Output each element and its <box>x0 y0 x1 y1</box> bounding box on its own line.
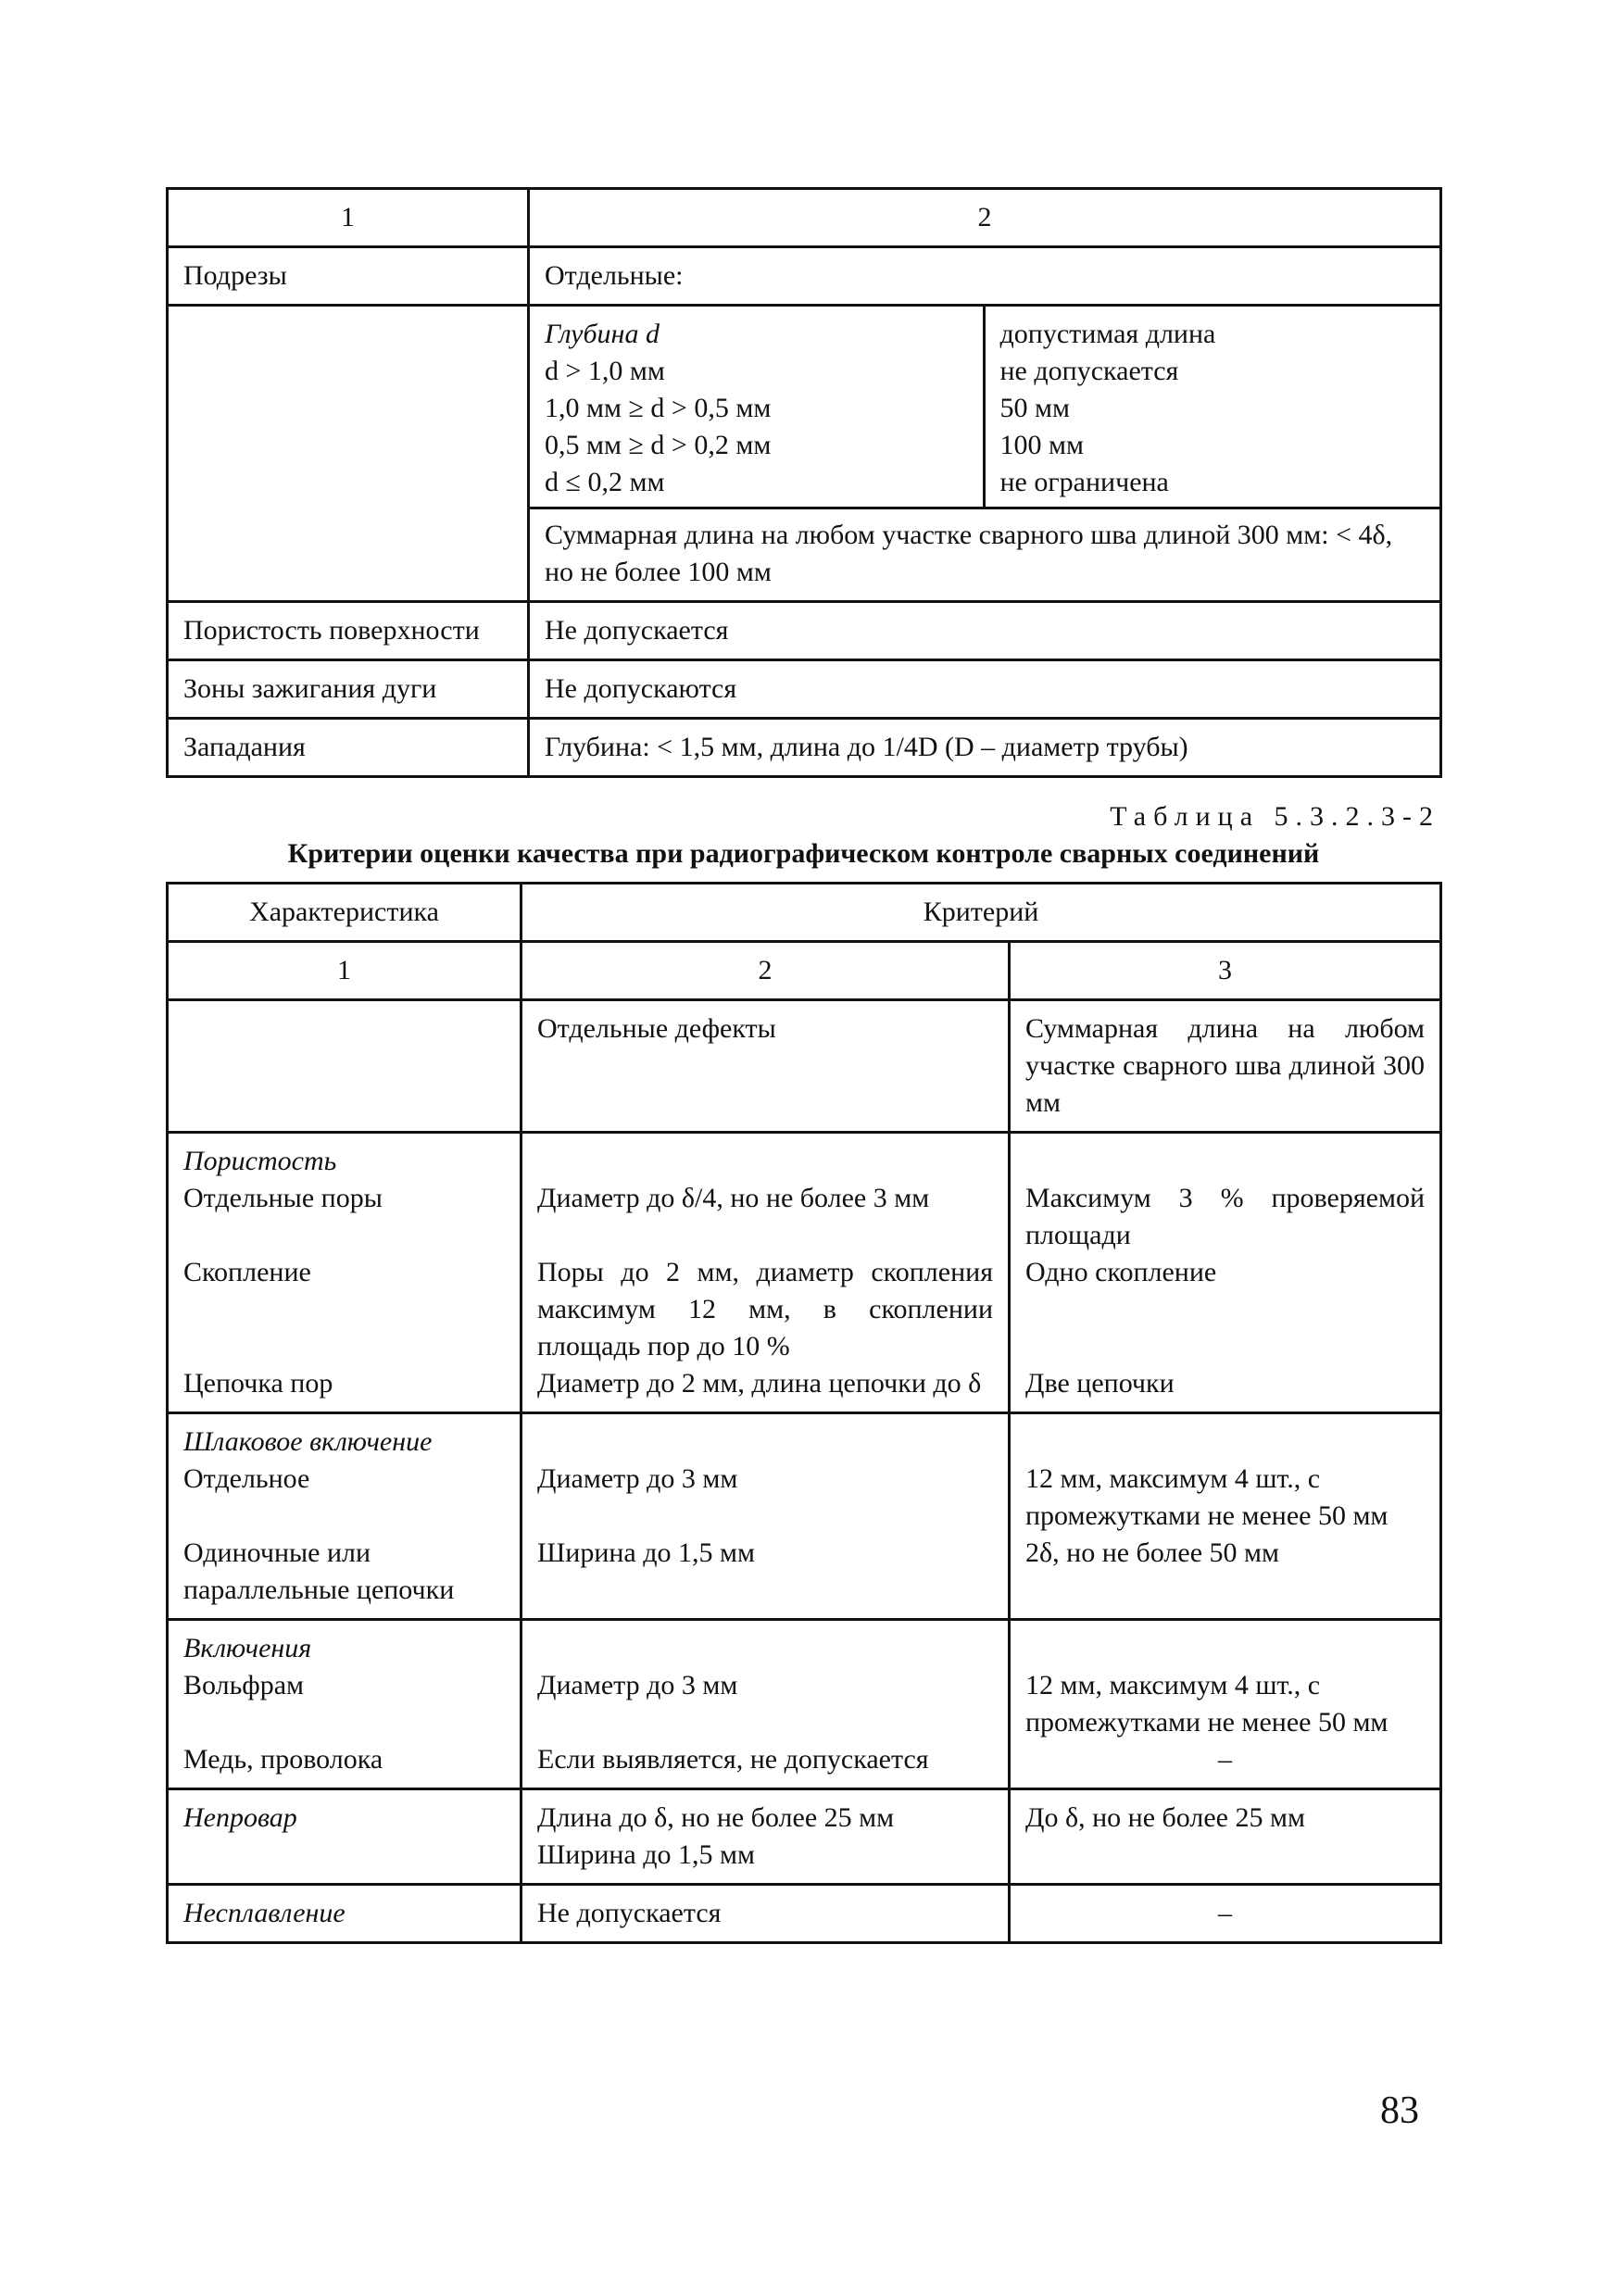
table-number-label: Таблица 5.3.2.3-2 <box>1110 801 1440 832</box>
row-label-lack-of-penetration: Непровар <box>168 1789 521 1885</box>
depth-header: Глубина d <box>545 319 660 349</box>
row-label-undercuts: Подрезы <box>168 247 529 306</box>
criterion: Диаметр до 3 мм <box>537 1463 738 1494</box>
criterion: Ширина до 1,5 мм <box>537 1537 755 1568</box>
criterion: Две цепочки <box>1025 1368 1175 1399</box>
item-name: Медь, проволока <box>183 1744 383 1775</box>
table-row-porosity <box>168 1133 1441 1413</box>
column-number: 2 <box>529 189 1441 247</box>
criterion: Поры до 2 мм, диаметр скопления максимум 12 мм, в скоплении площадь пор до 10 % <box>537 1257 993 1361</box>
criterion: Ширина до 1,5 мм <box>537 1839 755 1870</box>
porosity-separate <box>521 1133 1010 1413</box>
inclusions-separate <box>521 1620 1010 1789</box>
item-name: Отдельные поры <box>183 1183 383 1213</box>
depth-value: d ≤ 0,2 мм <box>545 467 665 497</box>
page-number: 83 <box>1380 2089 1419 2132</box>
subheader-separate-defects: Отдельные дефекты <box>521 1000 1010 1133</box>
header-characteristic: Характеристика <box>168 884 521 942</box>
table-row <box>530 307 1439 508</box>
table-row <box>168 719 1441 777</box>
table-row <box>168 602 1441 660</box>
porosity-total <box>1010 1133 1441 1413</box>
column-number: 1 <box>168 942 521 1000</box>
table-row-lack-of-penetration <box>168 1789 1441 1885</box>
item-name: Скопление <box>183 1257 311 1287</box>
row-label: Зоны зажигания дуги <box>168 660 529 719</box>
table-row <box>530 508 1439 601</box>
criterion: 2δ, но не более 50 мм <box>1025 1537 1279 1568</box>
empty-cell <box>168 1000 521 1133</box>
table-row <box>168 942 1441 1000</box>
criterion: Если выявляется, не допускается <box>537 1744 929 1775</box>
lack-of-penetration-total: До δ, но не более 25 мм <box>1010 1789 1441 1885</box>
lack-of-fusion-separate: Не допускается <box>521 1885 1010 1943</box>
criterion: Диаметр до 2 мм, длина цепочки до δ <box>537 1368 982 1399</box>
column-number: 2 <box>521 942 1010 1000</box>
group-title-slag: Шлаковое включение <box>183 1426 433 1457</box>
item-name: Отдельное <box>183 1463 310 1494</box>
table-row-lack-of-fusion <box>168 1885 1441 1943</box>
criterion: – <box>1218 1744 1232 1775</box>
criterion: Длина до δ, но не более 25 мм <box>537 1802 895 1833</box>
row-label-lack-of-fusion: Несплавление <box>168 1885 521 1943</box>
table-row-slag <box>168 1413 1441 1620</box>
undercuts-separate: Отдельные: <box>529 247 1441 306</box>
depth-value: 0,5 мм ≥ d > 0,2 мм <box>545 430 772 460</box>
spacer <box>183 1217 505 1254</box>
row-value: Не допускается <box>529 602 1441 660</box>
length-value: 50 мм <box>999 393 1070 423</box>
table-row-inclusions <box>168 1620 1441 1789</box>
length-value: 100 мм <box>999 430 1084 460</box>
spacer <box>1025 1424 1425 1461</box>
table-row <box>168 189 1441 247</box>
criterion: Одно скопление <box>1025 1257 1217 1287</box>
spacer <box>537 1630 993 1667</box>
length-header: допустимая длина <box>999 319 1216 349</box>
table-row <box>168 884 1441 942</box>
criterion: Диаметр до 3 мм <box>537 1670 738 1700</box>
header-criterion: Критерий <box>521 884 1441 942</box>
table-row <box>168 247 1441 306</box>
table-row <box>168 660 1441 719</box>
row-label: Пористость поверхности <box>168 602 529 660</box>
length-list <box>984 307 1439 508</box>
criterion: 12 мм, максимум 4 шт., с промежутками не менее 50 мм <box>1025 1670 1389 1738</box>
spacer <box>537 1424 993 1461</box>
group-title-inclusions: Включения <box>183 1633 312 1663</box>
lack-of-penetration-separate <box>521 1789 1010 1885</box>
item-name: Одиночные или параллельные цепочки <box>183 1537 455 1605</box>
subheader-total-length: Суммарная длина на любом участке сварного шва длиной 300 мм <box>1010 1000 1441 1133</box>
table-radiographic-criteria <box>166 882 1442 1944</box>
slag-names <box>168 1413 521 1620</box>
porosity-names <box>168 1133 521 1413</box>
inclusions-names <box>168 1620 521 1789</box>
row-label: Западания <box>168 719 529 777</box>
depth-list <box>530 307 984 508</box>
spacer <box>537 1143 993 1180</box>
criterion: 12 мм, максимум 4 шт., с промежутками не менее 50 мм <box>1025 1463 1389 1531</box>
inclusions-total <box>1010 1620 1441 1789</box>
length-value: не ограничена <box>999 467 1169 497</box>
lack-of-fusion-total: – <box>1010 1885 1441 1943</box>
criterion: Максимум 3 % проверяемой площади <box>1025 1183 1426 1250</box>
depth-value: d > 1,0 мм <box>545 356 665 386</box>
total-length-note: Суммарная длина на любом участке сварного шва длиной 300 мм: < 4δ, но не более 100 мм <box>545 520 1393 587</box>
undercut-subtable <box>530 307 1439 600</box>
column-number: 3 <box>1010 942 1441 1000</box>
table-row <box>168 1000 1441 1133</box>
undercut-detail-cell <box>529 306 1441 602</box>
spacer <box>1025 1143 1425 1180</box>
table-undercuts <box>166 187 1442 778</box>
criterion: Диаметр до δ/4, но не более 3 мм <box>537 1183 930 1213</box>
column-number: 1 <box>168 189 529 247</box>
table-title: Критерии оценки качества при радиографическом контроле сварных соединений <box>287 838 1320 869</box>
slag-total <box>1010 1413 1441 1620</box>
row-value: Не допускаются <box>529 660 1441 719</box>
item-name: Цепочка пор <box>183 1368 333 1399</box>
depth-value: 1,0 мм ≥ d > 0,5 мм <box>545 393 772 423</box>
slag-separate <box>521 1413 1010 1620</box>
row-value: Глубина: < 1,5 мм, длина до 1/4D (D – диаметр трубы) <box>529 719 1441 777</box>
table-row <box>168 306 1441 602</box>
item-name: Вольфрам <box>183 1670 305 1700</box>
length-value: не допускается <box>999 356 1179 386</box>
spacer <box>1025 1630 1425 1667</box>
empty-cell <box>168 306 529 602</box>
group-title-porosity: Пористость <box>183 1146 337 1176</box>
